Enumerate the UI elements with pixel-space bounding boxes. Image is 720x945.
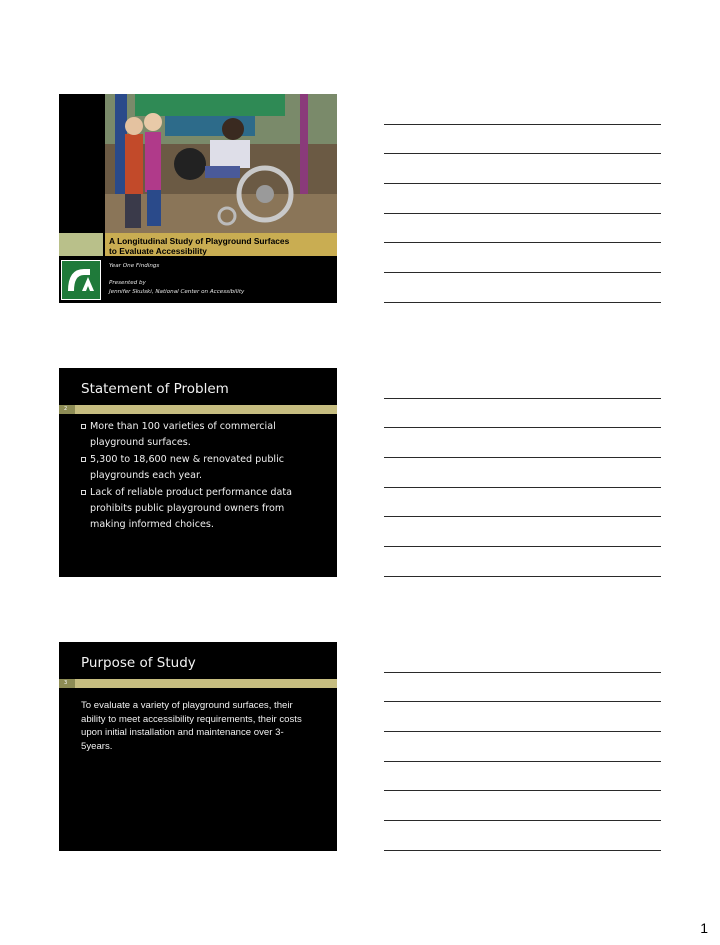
slide-2-number: 2 <box>64 406 68 412</box>
slide-2-band <box>59 405 337 414</box>
slide-2-bullet-list <box>81 419 307 534</box>
notes-line <box>384 487 661 488</box>
notes-line <box>384 153 661 154</box>
notes-line <box>384 576 661 577</box>
slide-1 <box>59 94 337 303</box>
notes-line <box>384 242 661 243</box>
notes-line <box>384 272 661 273</box>
slide-1-presented-by: Presented by <box>109 280 146 286</box>
notes-line <box>384 731 661 732</box>
notes-line <box>384 183 661 184</box>
slide-1-title <box>109 236 329 256</box>
bullet-line: making informed choices. <box>90 519 214 530</box>
notes-line <box>384 790 661 791</box>
bullet-line: More than 100 varieties of commercial <box>90 421 276 432</box>
notes-line <box>384 820 661 821</box>
playground-children-photo <box>105 94 337 233</box>
bullet-line: 5,300 to 18,600 new & renovated public <box>90 454 285 465</box>
notes-line <box>384 516 661 517</box>
slide-3-number: 3 <box>64 680 68 686</box>
slide-2 <box>59 368 337 577</box>
slide-3-title: Purpose of Study <box>81 655 196 671</box>
checkbox-bullet-icon <box>81 490 86 495</box>
bullet-line: playground surfaces. <box>90 437 191 448</box>
notes-line <box>384 213 661 214</box>
notes-line <box>384 850 661 851</box>
bullet-item <box>81 452 307 484</box>
bullet-line: playgrounds each year. <box>90 470 203 481</box>
slide-1-sidebar <box>59 94 103 233</box>
notes-line <box>384 457 661 458</box>
bullet-line: Lack of reliable product performance data <box>90 487 293 498</box>
slide-3-band <box>59 679 337 688</box>
page-number: 1 <box>700 920 708 936</box>
notes-line <box>384 302 661 303</box>
slide-3 <box>59 642 337 851</box>
slide-1-title-line-1: A Longitudinal Study of Playground Surfaces <box>109 236 290 246</box>
nca-logo-icon <box>61 260 101 300</box>
slide-1-sidebar-accent <box>59 233 103 256</box>
slide-1-subtitle: Year One Findings <box>109 263 160 269</box>
bullet-item <box>81 419 307 451</box>
notes-line <box>384 124 661 125</box>
notes-line <box>384 761 661 762</box>
bullet-line: prohibits public playground owners from <box>90 503 285 514</box>
notes-line <box>384 701 661 702</box>
checkbox-bullet-icon <box>81 457 86 462</box>
slide-1-presenter: Jennifer Skulski, National Center on Accessibility <box>109 289 245 295</box>
notes-line <box>384 546 661 547</box>
slide-2-title: Statement of Problem <box>81 381 229 397</box>
slide-1-title-line-2: to Evaluate Accessibility <box>109 246 207 256</box>
notes-line <box>384 672 661 673</box>
bullet-item <box>81 485 307 533</box>
checkbox-bullet-icon <box>81 424 86 429</box>
slide-3-body: To evaluate a variety of playground surfaces, their ability to meet accessibility requirements, their costs upon initial installation and maintenance over 3-5years. <box>81 700 302 752</box>
notes-line <box>384 427 661 428</box>
notes-line <box>384 398 661 399</box>
